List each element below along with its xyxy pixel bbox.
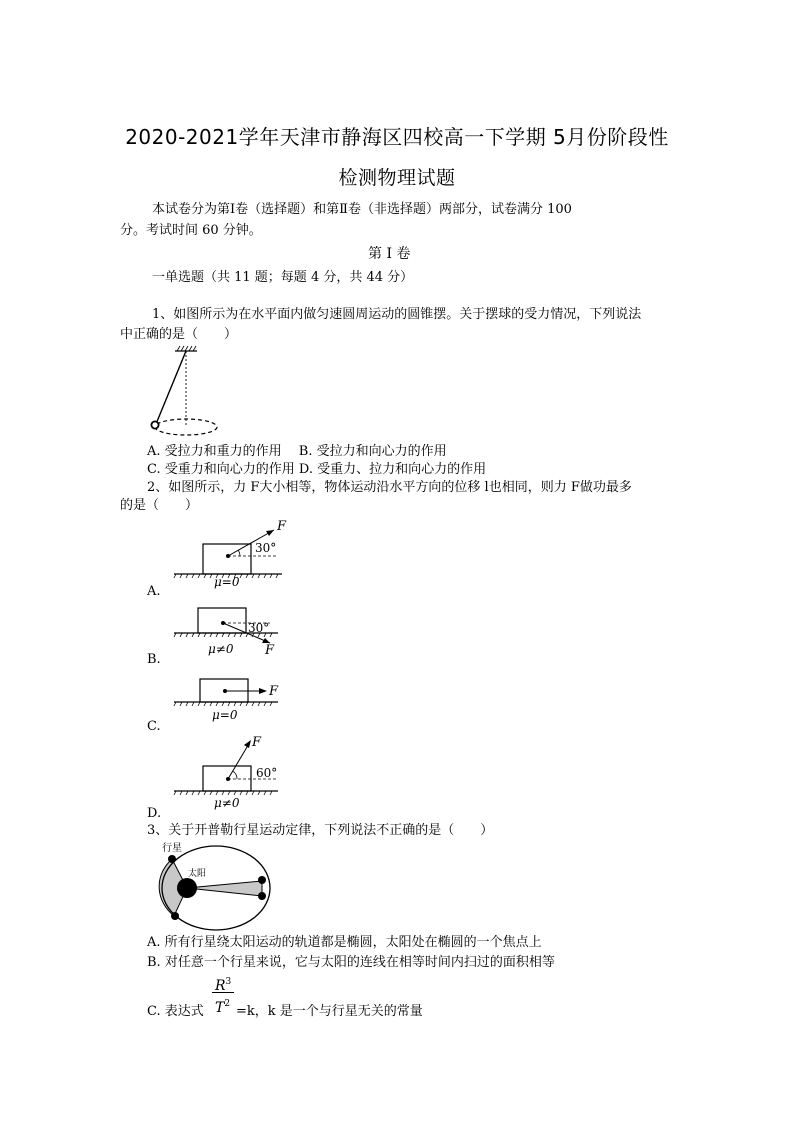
q3-fraction-denominator: T (215, 1000, 225, 1016)
q2-option-d-label: D. (147, 806, 162, 821)
q2a-force-label: F (277, 519, 287, 534)
q1-conical-pendulum-figure (140, 345, 230, 441)
q2-option-b-label: B. (147, 652, 161, 667)
intro-line1: 本试卷分为第Ⅰ卷（选择题）和第Ⅱ卷（非选择题）两部分，试卷满分 100 (152, 202, 572, 217)
section-label: 一单选题（共 11 题；每题 4 分，共 44 分） (152, 270, 414, 285)
q3-option-b: B. 对任意一个行星来说，它与太阳的连线在相等时间内扫过的面积相等 (147, 955, 555, 970)
q3-fraction-numerator-exponent: 3 (225, 977, 232, 987)
q3-fraction-bar (212, 992, 234, 993)
q3-fraction-numerator: R (215, 978, 226, 994)
q3-fraction-denominator-exponent: 2 (224, 999, 231, 1009)
q2b-force-label: F (265, 643, 275, 658)
q2-figure-a (170, 518, 300, 590)
q2-option-a-label: A. (147, 584, 161, 599)
intro-line2: 分。考试时间 60 分钟。 (120, 223, 262, 238)
q3-option-c-prefix: C. 表达式 (147, 1004, 204, 1019)
q2d-angle-label: 60° (256, 766, 278, 780)
q1-stem-line1: 1、如图所示为在水平面内做匀速圆周运动的圆锥摆。关于摆球的受力情况，下列说法 (152, 307, 642, 322)
document-title-line1: 2020-2021学年天津市静海区四校高一下学期 5月份阶段性 (125, 125, 669, 149)
q2b-mu-label: μ≠0 (208, 642, 234, 656)
q2a-angle-label: 30° (255, 541, 277, 555)
q2-figure-b (170, 602, 300, 662)
q2c-mu-label: μ=0 (212, 708, 238, 722)
q3-stem: 3、关于开普勒行星运动定律，下列说法不正确的是（ ） (147, 823, 494, 838)
q2a-mu-label: μ=0 (214, 575, 240, 589)
q2-stem-line2: 的是（ ） (120, 498, 199, 513)
q3-sun-label: 太阳 (188, 869, 207, 879)
q3-kepler-orbit-figure (150, 838, 280, 934)
q1-stem-line2: 中正确的是（ ） (120, 327, 238, 342)
part-label: 第 Ⅰ 卷 (368, 246, 411, 262)
q3-planet-label: 行星 (162, 843, 182, 854)
q3-option-c-suffix: =k，k 是一个与行星无关的常量 (236, 1004, 423, 1019)
q2-figure-d (170, 734, 300, 810)
q1-options-line1: A. 受拉力和重力的作用 B. 受拉力和向心力的作用 (147, 444, 447, 459)
q3-option-c-fraction (212, 974, 236, 1018)
q2-stem-line1: 2、如图所示，力 F大小相等，物体运动沿水平方向的位移 l也相同，则力 F做功最多 (147, 480, 632, 495)
q2-option-c-label: C. (147, 719, 161, 734)
q2d-mu-label: μ≠0 (214, 796, 240, 810)
q1-options-line2: C. 受重力和向心力的作用 D. 受重力、拉力和向心力的作用 (147, 462, 487, 477)
q2b-angle-label: 30° (248, 621, 270, 635)
document-title-line2: 检测物理试题 (338, 167, 456, 189)
q2c-force-label: F (269, 684, 279, 699)
q2-figure-c (170, 672, 300, 724)
q3-option-a: A. 所有行星绕太阳运动的轨道都是椭圆，太阳处在椭圆的一个焦点上 (147, 935, 542, 950)
q2d-force-label: F (252, 735, 262, 750)
